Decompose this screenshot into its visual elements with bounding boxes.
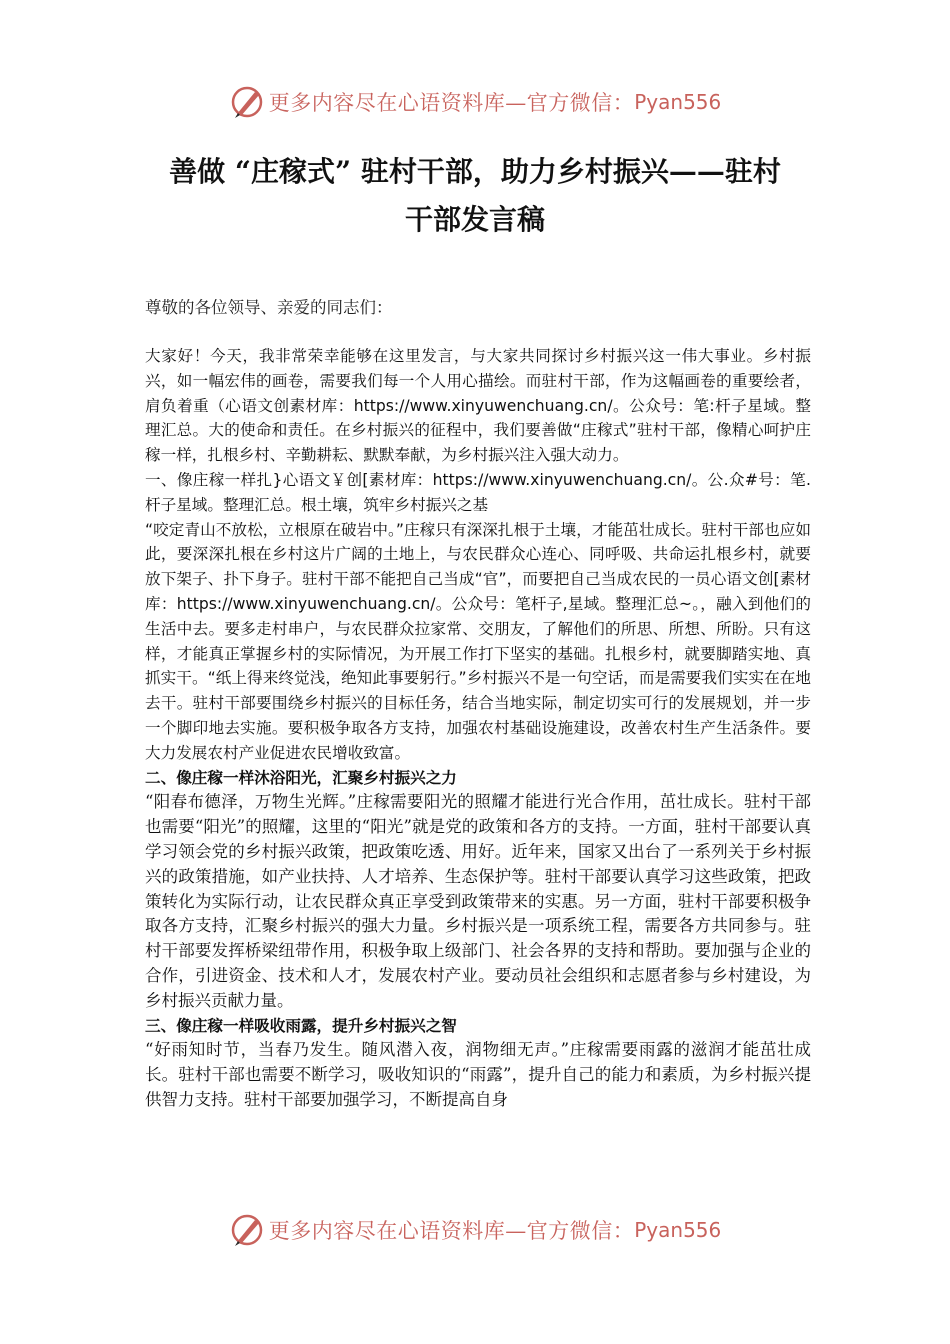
paragraph-section-3: “好雨知时节，当春乃发生。随风潜入夜，润物细无声。”庄稼需要雨露的滋润才能茁壮成长。驻村干部也需要不断学习，吸收知识的“雨露”，提升自己的能力和素质，为乡村振兴提供智力支持。驻村干部要加强学习，不断提高自身 bbox=[145, 1040, 811, 1109]
paragraph-intro: 大家好！今天，我非常荣幸能够在这里发言，与大家共同探讨乡村振兴这一伟大事业。乡村振兴，如一幅宏伟的画卷，需要我们每一个人用心描绘。而驻村干部，作为这幅画卷的重要绘者，肩负着重（心语文创素材库：https://www.xinyuwenchuang.cn/。公众号：笔:杆子星域。整理汇总。大的使命和责任。在乡村振兴的征程中，我们要善做“庄稼式”驻村干部，像精心呵护庄稼一样，扎根乡村、辛勤耕耘、默默奉献，为乡村振兴注入强大动力。 bbox=[145, 347, 811, 465]
section-heading-2: 二、像庄稼一样沐浴阳光，汇聚乡村振兴之力 bbox=[145, 768, 457, 787]
wechat-id: Pyan556 bbox=[634, 90, 722, 114]
title-line-1: 善做 “庄稼式” 驻村干部，助力乡村振兴——驻村 bbox=[169, 155, 781, 188]
paragraph-section-2: “阳春布德泽，万物生光辉。”庄稼需要阳光的照耀才能进行光合作用，茁壮成长。驻村干部也需要“阳光”的照耀，这里的“阳光”就是党的政策和各方的支持。一方面，驻村干部要认真学习领会党的乡村振兴政策，把政策吃透、用好。近年来，国家又出台了一系列关于乡村振兴的政策措施，如产业扶持、人才培养、生态保护等。驻村干部要认真学习这些政策，把政策转化为实际行动，让农民群众真正享受到政策带来的实惠。另一方面，驻村干部要积极争取各方支持，汇聚乡村振兴的强大力量。乡村振兴是一项系统工程，需要各方共同参与。驻村干部要发挥桥梁纽带作用，积极争取上级部门、社会各界的支持和帮助。要加强与企业的合作，引进资金、技术和人才，发展农村产业。要动员社会组织和志愿者参与乡村建设，为乡村振兴贡献力量。 bbox=[145, 792, 811, 1010]
document-title bbox=[100, 148, 850, 244]
pen-logo-icon bbox=[229, 84, 265, 120]
brand-text: 更多内容尽在心语资料库—官方微信： bbox=[268, 1219, 635, 1243]
greeting: 尊敬的各位领导、亲爱的同志们： bbox=[145, 298, 393, 317]
header-banner bbox=[0, 82, 950, 122]
footer-banner bbox=[0, 1210, 950, 1250]
paragraph-section-1: “咬定青山不放松，立根原在破岩中。”庄稼只有深深扎根于土壤，才能茁壮成长。驻村干部也应如此，要深深扎根在乡村这片广阔的土地上，与农民群众心连心、同呼吸、共命运扎根乡村，就要放下架子、扑下身子。驻村干部不能把自己当成“官”，而要把自己当成农民的一员心语文创[素材库：https://www.xinyuwenchuang.cn/。公众号：笔杆子,星域。整理汇总~。，融入到他们的生活中去。要多走村串户，与农民群众拉家常、交朋友，了解他们的所思、所想、所盼。只有这样，才能真正掌握乡村的实际情况，为开展工作打下坚实的基础。扎根乡村，就要脚踏实地、真抓实干。“纸上得来终觉浅，绝知此事要躬行。”乡村振兴不是一句空话，而是需要我们实实在在地去干。驻村干部要围绕乡村振兴的目标任务，结合当地实际，制定切实可行的发展规划，并一步一个脚印地去实施。要积极争取各方支持，加强农村基础设施建设，改善农村生产生活条件。要大力发展农村产业促进农民增收致富。 bbox=[145, 520, 811, 762]
title-line-2: 干部发言稿 bbox=[404, 203, 545, 236]
wechat-id: Pyan556 bbox=[634, 1218, 722, 1242]
document-body bbox=[145, 344, 811, 1113]
brand-text: 更多内容尽在心语资料库—官方微信： bbox=[268, 91, 635, 115]
section-heading-1: 一、像庄稼一样扎}心语文￥创[素材库：https://www.xinyuwenchuang.cn/。公.众#号：笔.杆子星域。整理汇总。根土壤，筑牢乡村振兴之基 bbox=[145, 470, 811, 514]
pen-logo-icon bbox=[229, 1212, 265, 1248]
section-heading-3: 三、像庄稼一样吸收雨露，提升乡村振兴之智 bbox=[145, 1016, 457, 1035]
